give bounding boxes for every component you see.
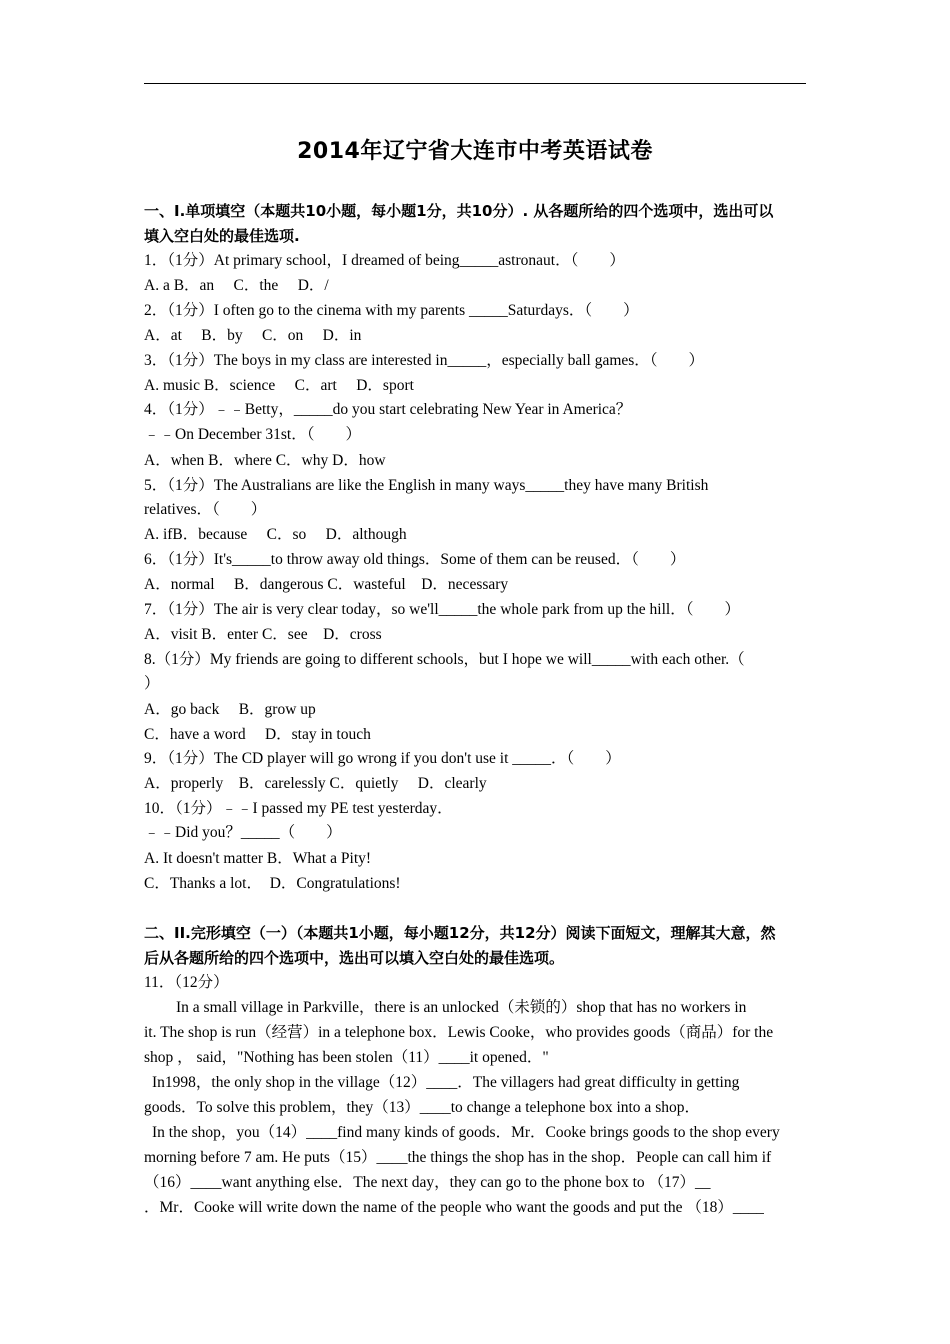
question-8-stem-cont: ） [144,675,160,692]
question-3-options: A. music B．science C．art D．sport [144,377,414,394]
passage-line: goods．To solve this problem，they（13）____to change a telephone box into a shop． [144,1099,700,1116]
question-4-stem: 4．（1分）﹣﹣Betty，_____do you start celebrating New Year in America？ [144,401,632,418]
question-4-reply: ﹣﹣On December 31st．（ ） [144,426,361,443]
question-10-stem: 10．（1分）﹣﹣I passed my PE test yesterday． [144,800,453,817]
section2-heading-line2: 后从各题所给的四个选项中，选出可以填入空白处的最佳选项。 [144,949,565,967]
question-9-options: A．properly B．carelessly C．quietly D．clearly [144,775,487,792]
question-2-stem: 2．（1分）I often go to the cinema with my parents _____Saturdays．（ ） [144,302,639,319]
question-11-label: 11．（12分） [144,974,229,991]
section2-heading-line1: 二、II.完形填空（一）（本题共1小题，每小题12分，共12分）阅读下面短文，理解其大意，然 [144,924,776,942]
question-10-options-cd: C．Thanks a lot． D．Congratulations! [144,875,401,892]
page-title: 2014年辽宁省大连市中考英语试卷 [297,139,653,164]
passage-line: In1998，the only shop in the village（12）____．The villagers had great difficulty in getting [152,1074,740,1091]
question-5-stem-cont: relatives．（ ） [144,501,267,518]
section1-heading-line1: 一、I.单项填空（本题共10小题，每小题1分，共10分）. 从各题所给的四个选项中，选出可以 [144,202,774,220]
passage-line: In the shop，you（14）____find many kinds of goods．Mr．Cooke brings goods to the shop every [152,1124,780,1141]
question-2-options: A．at B．by C．on D．in [144,327,362,344]
question-1-stem: 1．（1分）At primary school，I dreamed of being_____astronaut．（ ） [144,252,625,269]
header-rule [144,83,806,84]
passage-line: morning before 7 am. He puts（15）____the things the shop has in the shop．People can call him if [144,1149,772,1166]
question-10-options-ab: A. It doesn't matter B．What a Pity! [144,850,372,867]
question-8-stem: 8.（1分）My friends are going to different schools，but I hope we will_____with each other.（ [144,651,745,668]
question-5-stem: 5．（1分）The Australians are like the English in many ways_____they have many British [144,477,709,494]
question-6-options: A．normal B．dangerous C．wasteful D．necessary [144,576,509,593]
passage-line: shop ， said，"Nothing has been stolen（11）____it opened．" [144,1049,549,1066]
question-8-options-cd: C．have a word D．stay in touch [144,726,371,743]
question-6-stem: 6．（1分）It's_____to throw away old things．Some of them can be reused．（ ） [144,551,686,568]
question-4-options: A．when B．where C．why D．how [144,452,386,469]
question-5-options: A. ifB．because C．so D．although [144,526,407,543]
question-1-options: A. a B．an C．the D．/ [144,277,329,294]
passage-line: In a small village in Parkville，there is an unlocked（未锁的）shop that has no workers in [176,999,747,1016]
question-3-stem: 3．（1分）The boys in my class are interested in_____，especially ball games．（ ） [144,352,705,369]
question-7-stem: 7．（1分）The air is very clear today，so we'll_____the whole park from up the hill．（ ） [144,601,740,618]
question-8-options-ab: A．go back B．grow up [144,701,316,718]
question-10-reply: ﹣﹣Did you？_____（ ） [144,824,342,841]
passage-line: （16）____want anything else．The next day，they can go to the phone box to （17）__ [144,1174,711,1191]
question-9-stem: 9．（1分）The CD player will go wrong if you don't use it _____．（ ） [144,750,621,767]
passage-line: ．Mr．Cooke will write down the name of the people who want the goods and put the （18）____ [144,1199,764,1216]
section1-heading-line2: 填入空白处的最佳选项. [144,227,300,245]
question-7-options: A．visit B．enter C．see D．cross [144,626,382,643]
passage-line: it. The shop is run（经营）in a telephone box．Lewis Cooke，who provides goods（商品）for the [144,1024,774,1041]
